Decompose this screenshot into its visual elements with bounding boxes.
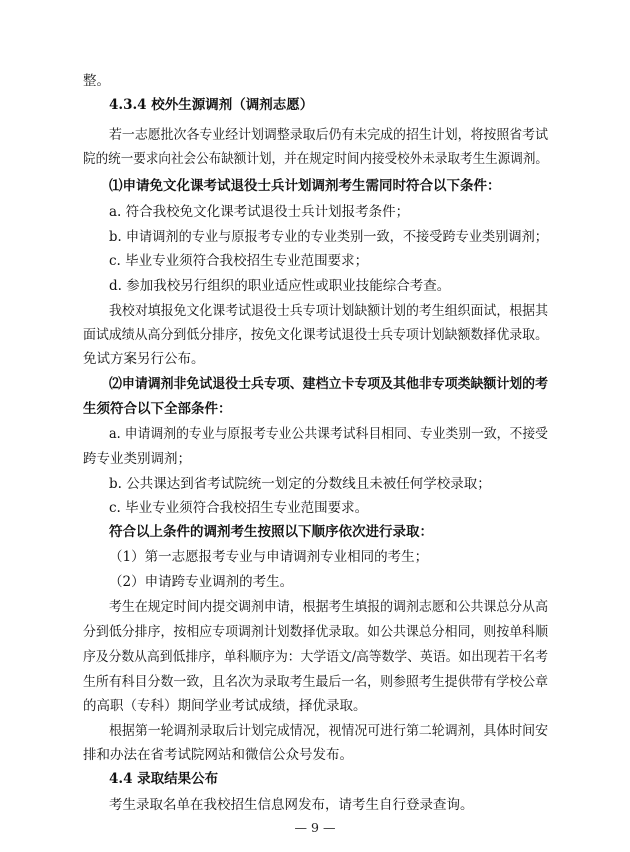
page-number: — 9 — [294,820,336,835]
document-page: 整。 4.3.4 校外生源调剂（调剂志愿） 若一志愿批次各专业经计划调整录取后仍有未完成的招生计划，将按照省考试 院的统一要求向社会公布缺额计划，并在规定时间内接受校外未录取考生生源调剂。 ⑴申请免文化课考试退役士兵计划调剂考生需同时符合以下条件： a. 符合我校免文化课考试退役士兵计划报考条件； b. 申请调剂的专业与原报考专业的专业类别一致，不接受跨专业类别调剂； c. 毕业专业须符合我校招生专业范围要求； d. 参加我校另行组织的职业适应性或职业技能综合考查。 我校对填报免文化课考试退役士兵专项计划缺额计划的考生组织面试，根据其 面试成绩从高分到低分排序，按免文化课考试退役士兵专项计划缺额数择优录取。 免试方案另行公布。 ⑵申请调剂非免试退役士兵专项、建档立卡专项及其他非专项类缺额计划的考 生须符合以下全部条件： a. 申请调剂的专业与原报考专业公共课考试科目相同、专业类别一致，不接受 跨专业类别调剂； b. 公共课达到省考试院统一划定的分数线且未被任何学校录取； c. 毕业专业须符合我校招生专业范围要求。 符合以上条件的调剂考生按照以下顺序依次进行录取： （1）第一志愿报考专业与申请调剂专业相同的考生； （2）申请跨专业调剂的考生。 考生在规定时间内提交调剂申请，根据考生填报的调剂志愿和公共课总分从高 分到低分排序，按相应专项调剂计划数择优录取。如公共课总分相同，则按单科顺 序及分数从高到低排序，单科顺序为：大学语文/高等数学、英语。如出现若干名考 生所有科目分数一致，且名次为录取考生最后一名，则参照考生提供带有学校公章 的高职（专科）期间学业考试成绩，择优录取。 根据第一轮调剂录取后计划完成情况，视情况可进行第二轮调剂，具体时间安 排和办法在省考试院网站和微信公众号发布。 4.4 录取结果公布 考生录取名单在我校招生信息网发布，请考生自行登录查询。 — 9 — [0,0,630,852]
